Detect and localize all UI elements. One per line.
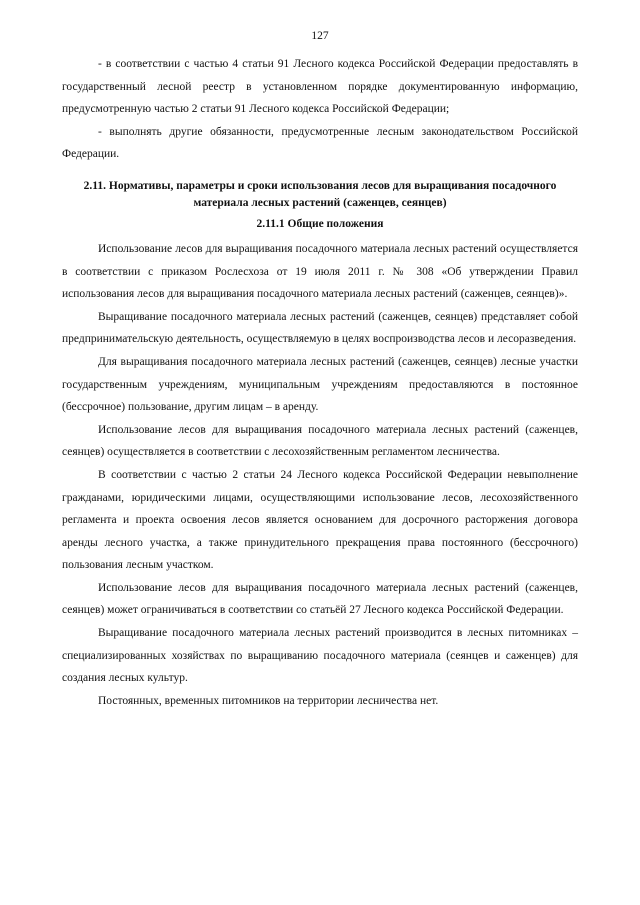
body-paragraph: Использование лесов для выращивания посадочного материала лесных растений (саженцев, сеянцев) осуществляется в соответствии с лесохозяйственным регламентом лесничества.	[62, 423, 578, 459]
intro-paragraph: - в соответствии с частью 4 статьи 91 Лесного кодекса Российской Федерации предоставлять в государственный лесной реестр в установленном порядке документированную информацию, предусмотренную частью 2 статьи 91 Лесного кодекса Российской Федерации;	[62, 58, 578, 116]
body-paragraph: Для выращивания посадочного материала лесных растений (саженцев, сеянцев) лесные участки государственным учреждениям, муниципальным учреждениям предоставляются в постоянное (бессрочное) пользование, другим лицам – в аренду.	[62, 355, 578, 414]
body-paragraph: Постоянных, временных питомников на территории лесничества нет.	[98, 694, 439, 707]
intro-paragraph: - выполнять другие обязанности, предусмотренные лесным законодательством Российской Федерации.	[62, 125, 578, 161]
page-number: 127	[311, 30, 329, 42]
body-paragraph: Выращивание посадочного материала лесных растений (саженцев, сеянцев) представляет собой предпринимательскую деятельность, осуществляемую в целях воспроизводства лесов и лесоразведения.	[62, 310, 578, 346]
subsection-heading: 2.11.1 Общие положения	[256, 217, 384, 230]
page-content	[62, 53, 578, 712]
body-paragraph: В соответствии с частью 2 статьи 24 Лесного кодекса Российской Федерации невыполнение гражданами, юридическими лицами, осуществляющими использование лесов, лесохозяйственного регламента и проекта освоения лесов является основанием для досрочного расторжения договора аренды лесного участка, а также принудительного прекращения права постоянного (бессрочного) пользования лесным участком.	[62, 468, 578, 572]
body-paragraph: Использование лесов для выращивания посадочного материала лесных растений осуществляется в соответствии с приказом Рослесхоза от 19 июля 2011 г. № 308 «Об утверждении Правил использования лесов для выращивания посадочного материала лесных растений (саженцев, сеянцев)».	[62, 242, 578, 301]
body-paragraph: Использование лесов для выращивания посадочного материала лесных растений (саженцев, сеянцев) может ограничиваться в соответствии со статьёй 27 Лесного кодекса Российской Федерации.	[62, 581, 578, 617]
body-paragraph: Выращивание посадочного материала лесных растений производится в лесных питомниках – специализированных хозяйствах по выращиванию посадочного материала (сеянцев и саженцев) для создания лесных культур.	[62, 627, 578, 685]
section-heading: 2.11. Нормативы, параметры и сроки использования лесов для выращивания посадочного материала лесных растений (саженцев, сеянцев)	[83, 179, 557, 209]
